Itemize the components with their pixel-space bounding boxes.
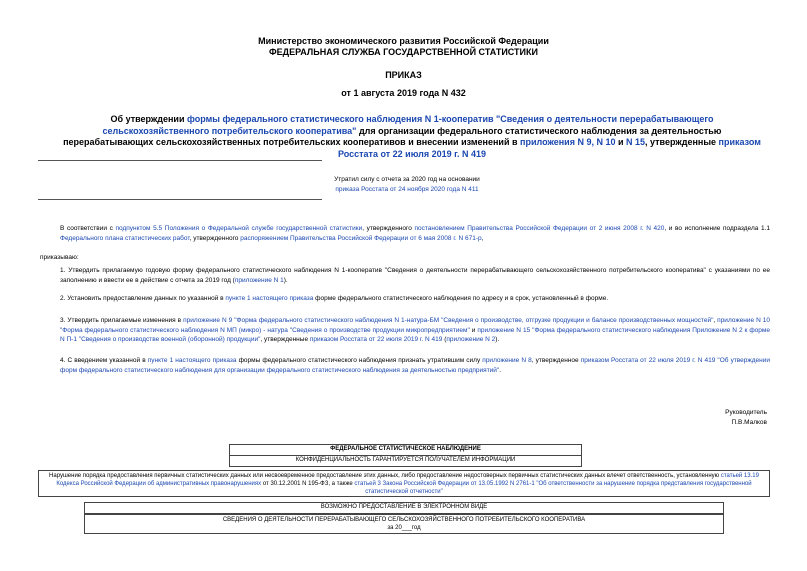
- title-link-appendix-15[interactable]: N 15: [626, 137, 646, 147]
- item-4-link-order-419[interactable]: приказом Росстата от 22 июля 2019 г. N 419 "Об утверждении форм федерального статистического наблюдения для организации федерального статистического наблюдения за деятельностью предприятий": [60, 357, 771, 374]
- intro-link-resolution[interactable]: постановлением Правительства Российской Федерации от 2 июня 2008 г. N 420: [414, 225, 665, 232]
- title-link-order-419[interactable]: приказом Росстата от 22 июля 2019 г. N 419: [337, 137, 761, 159]
- form-confidentiality: КОНФИДЕНЦИАЛЬНОСТЬ ГАРАНТИРУЕТСЯ ПОЛУЧАТЕЛЕМ ИНФОРМАЦИИ: [229, 455, 582, 467]
- item-text: ).: [495, 336, 500, 343]
- item-text: формы федерального статистического наблюдения признать утратившим силу: [236, 357, 483, 364]
- item-4-link-appendix-8[interactable]: приложение N 8: [482, 357, 532, 364]
- item-3-link-order-419[interactable]: приказом Росстата от 22 июля 2019 г. N 419: [309, 336, 443, 343]
- item-1: [40, 266, 770, 285]
- form-electronic: ВОЗМОЖНО ПРЕДОСТАВЛЕНИЕ В ЭЛЕКТРОННОМ ВИДЕ: [84, 502, 724, 514]
- warning-link-article-3[interactable]: статьей 3 Закона Российской Федерации от 13.05.1992 N 2761-1 "Об ответственности за нарушение порядка представления государственной статистической отчетности": [354, 481, 752, 495]
- intro-text: , утвержденного: [189, 234, 241, 242]
- item-3-link-appendix-9[interactable]: приложение N 9 "Форма федерального статистического наблюдения N 1-натура-БМ "Сведения о производстве, отгрузке продукции и балансе производственных мощностей": [183, 317, 714, 324]
- signature-name: П.В.Малков: [731, 419, 767, 426]
- item-4: [40, 356, 770, 375]
- intro-link-regulation[interactable]: подпунктом 5.5 Положения о Федеральной службе государственной статистики: [115, 225, 363, 232]
- ministry-name: Министерство экономического развития Российской Федерации: [258, 36, 549, 46]
- divider: [38, 160, 322, 161]
- form-fed-observation: ФЕДЕРАЛЬНОЕ СТАТИСТИЧЕСКОЕ НАБЛЮДЕНИЕ: [229, 444, 582, 456]
- report-period: за 20___год: [387, 525, 421, 531]
- document-date-number: от 1 августа 2019 года N 432: [341, 88, 466, 98]
- intro-link-directive[interactable]: распоряжением Правительства Российской Федерации от 6 мая 2008 г. N 671-р: [240, 234, 482, 242]
- title-link-appendix-9-10[interactable]: приложения N 9, N 10: [520, 137, 616, 147]
- intro-text: , и во исполнение подраздела 1.1: [664, 225, 771, 232]
- item-text: 4. С введением указанной в: [60, 357, 148, 364]
- item-4-link-point-1[interactable]: пункте 1 настоящего приказа: [147, 357, 237, 364]
- item-text: и: [469, 326, 478, 334]
- warning-text: Нарушение порядка предоставления первичных статистических данных или несвоевременное предоставление этих данных, либо предоставление недостоверных первичных статистических данных влечет ответственность, установленную: [49, 473, 721, 479]
- item-text: (: [442, 336, 447, 343]
- item-2: [40, 294, 770, 304]
- report-title: СВЕДЕНИЯ О ДЕЯТЕЛЬНОСТИ ПЕРЕРАБАТЫВАЮЩЕГО СЕЛЬСКОХОЗЯЙСТВЕННОГО ПОТРЕБИТЕЛЬСКОГО КООПЕРАТИВА: [222, 517, 586, 523]
- item-text: ,: [713, 317, 718, 324]
- item-3-link-appendix-10[interactable]: приложение N 10 "Форма федерального статистического наблюдения N МП (микро) - натура "Сведения о производстве продукции микропредприятием": [60, 317, 770, 334]
- item-3-link-appendix-2[interactable]: приложение N 2: [446, 336, 496, 343]
- item-text: 1. Утвердить прилагаемую годовую форму федерального статистического наблюдения N 1-кооператив "Сведения о деятельности перерабатывающего сельскохозяйственного потребительского кооператива" с указаниями по ее заполнению и ввести ее в действие с отчета за 2019 год (: [60, 267, 770, 284]
- item-text: форме федерального статистического наблюдения по адресу и в срок, установленный в форме.: [313, 295, 609, 302]
- form-warning: [38, 470, 770, 497]
- title-link-form[interactable]: формы федерального статистического наблюдения N 1-кооператив "Сведения о деятельности перерабатывающего сельскохозяйственного потребительского кооператива": [102, 114, 714, 136]
- item-3: [40, 316, 770, 345]
- item-text: 2. Установить предоставление данных по указанной в: [60, 295, 226, 302]
- document-title: [62, 114, 762, 160]
- intro-text: В соответствии с: [60, 225, 116, 232]
- expiry-note-text: Утратил силу с отчета за 2020 год на основании: [334, 176, 480, 183]
- form-report-title: [84, 514, 724, 534]
- expiry-note-link[interactable]: приказа Росстата от 24 ноября 2020 года N 411: [335, 186, 479, 193]
- document-type: ПРИКАЗ: [385, 70, 422, 80]
- expiry-note: [222, 175, 592, 195]
- order-word: приказываю:: [40, 254, 79, 261]
- title-text: для организации федерального статистического наблюдения за деятельностью перерабатывающих сельскохозяйственных потребительских кооперативов и внесении изменений в: [63, 125, 722, 147]
- intro-text: ,: [481, 234, 484, 242]
- signature-block: [725, 408, 767, 428]
- warning-text: от 30.12.2001 N 195-ФЗ, а также: [261, 481, 355, 487]
- signature-role: Руководитель: [725, 409, 767, 416]
- title-text: и: [615, 137, 627, 147]
- warning-link-article-13-19[interactable]: статьей 13.19 Кодекса Российской Федерации об административных правонарушениях: [56, 473, 759, 487]
- service-name: ФЕДЕРАЛЬНАЯ СЛУЖБА ГОСУДАРСТВЕННОЙ СТАТИСТИКИ: [269, 47, 538, 57]
- item-2-link-point-1[interactable]: пункте 1 настоящего приказа: [225, 295, 314, 302]
- item-text: ).: [283, 276, 288, 284]
- item-text: .: [499, 366, 502, 374]
- divider: [38, 199, 322, 200]
- title-text: Об утверждении: [110, 114, 187, 124]
- intro-link-plan[interactable]: Федерального плана статистических работ: [60, 234, 190, 242]
- title-text: , утвержденные: [645, 137, 719, 147]
- intro-text: , утвержденного: [362, 225, 415, 232]
- item-text: , утвержденные: [260, 336, 310, 343]
- item-3-link-appendix-15[interactable]: приложение N 15 "Форма федерального статистического наблюдения Приложение N 2 к форме N П-1 "Сведения о производстве военной (оборонной) продукции": [60, 326, 770, 343]
- intro-paragraph: [40, 224, 770, 243]
- item-text: , утвержденное: [531, 357, 581, 364]
- item-text: 3. Утвердить прилагаемые изменения в: [60, 317, 184, 324]
- item-1-link-appendix-1[interactable]: приложение N 1: [234, 276, 284, 284]
